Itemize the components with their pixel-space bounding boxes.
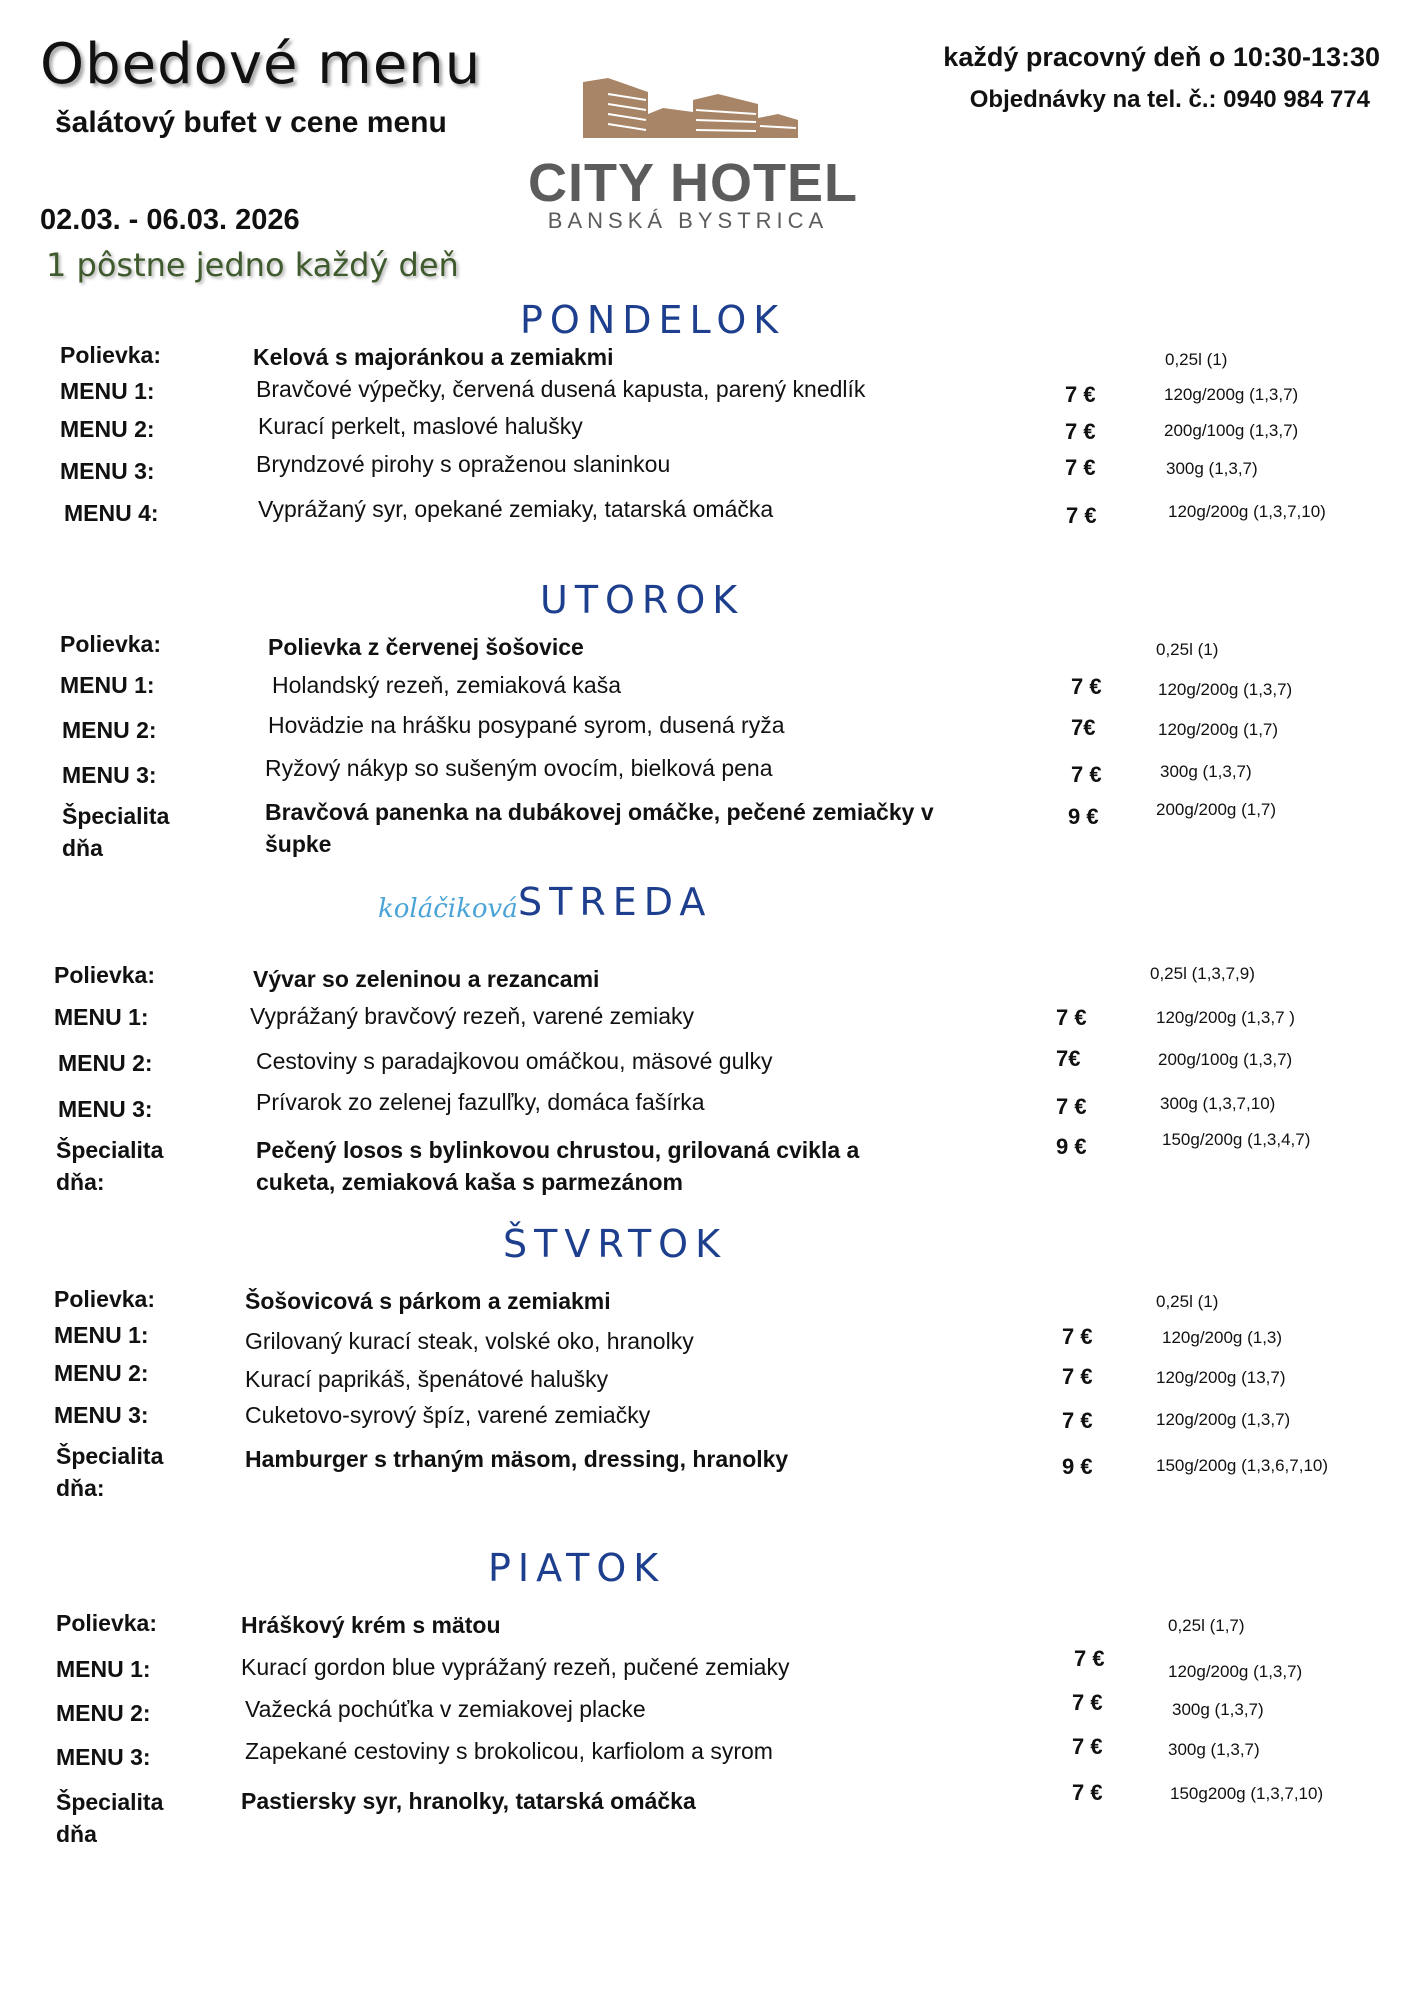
dish-weight: 300g (1,3,7)	[1168, 1740, 1260, 1759]
row-label: MENU 2:	[62, 717, 157, 743]
dish-weight: 120g/200g (1,3,7)	[1158, 680, 1293, 699]
dish-price: 9 €	[1068, 804, 1099, 829]
dish-weight: 300g (1,3,7)	[1160, 762, 1252, 781]
dish-price: 7 €	[1065, 382, 1096, 407]
dish-name: Vývar so zeleninou a rezancami	[253, 966, 600, 992]
row-label: MENU 1:	[56, 1656, 151, 1682]
dish-name: Prívarok zo zelenej fazulľky, domáca fašírka	[256, 1089, 705, 1115]
dish-name: Vyprážaný bravčový rezeň, varené zemiaky	[250, 1003, 695, 1029]
row-label: MENU 2:	[54, 1360, 149, 1386]
dish-name: Hovädzie na hrášku posypané syrom, dusená ryža	[268, 712, 785, 738]
row-label: MENU 3:	[54, 1402, 149, 1428]
dish-name: Šošovicová s párkom a zemiakmi	[245, 1288, 611, 1314]
dish-price: 7 €	[1065, 455, 1096, 480]
dish-weight: 120g/200g (1,3,7)	[1156, 1410, 1291, 1429]
dish-price: 7 €	[1074, 1646, 1105, 1671]
dish-weight: 120g/200g (1,3,7,10)	[1168, 502, 1326, 521]
row-label: MENU 1:	[60, 378, 155, 404]
dish-name: Važecká pochúťka v zemiakovej placke	[245, 1696, 646, 1722]
dish-price: 7 €	[1062, 1324, 1093, 1349]
dish-price: 7 €	[1072, 1690, 1103, 1715]
dish-weight: 120g/200g (13,7)	[1156, 1368, 1286, 1387]
day-heading-tuesday: UTOROK	[540, 578, 745, 622]
dish-price: 7 €	[1072, 1780, 1103, 1805]
dish-weight: 300g (1,3,7,10)	[1160, 1094, 1276, 1113]
dish-name: Kurací perkelt, maslové halušky	[258, 413, 583, 439]
dish-name: Hráškový krém s mätou	[241, 1612, 501, 1638]
row-label: MENU 3:	[62, 762, 157, 788]
row-label: MENU 3:	[60, 458, 155, 484]
row-label: MENU 2:	[60, 416, 155, 442]
dish-price: 7€	[1071, 715, 1096, 740]
row-label: MENU 3:	[56, 1744, 151, 1770]
logo-text: CITY HOTEL	[528, 153, 859, 213]
dish-weight: 200g/100g (1,3,7)	[1164, 421, 1299, 440]
building-icon	[528, 74, 848, 154]
dish-name: Cestoviny s paradajkovou omáčkou, mäsové gulky	[256, 1048, 773, 1074]
dish-price: 7 €	[1066, 503, 1097, 528]
order-phone: Objednávky na tel. č.: 0940 984 774	[969, 86, 1370, 113]
dish-name: Holandský rezeň, zemiaková kaša	[272, 672, 621, 698]
dish-name: Bryndzové pirohy s opraženou slaninkou	[256, 451, 671, 477]
dish-weight: 120g/200g (1,7)	[1158, 720, 1279, 739]
row-label: MENU 1:	[54, 1322, 149, 1348]
date-range: 02.03. - 06.03. 2026	[40, 204, 300, 236]
day-heading-monday: PONDELOK	[520, 298, 786, 342]
day-heading-friday: PIATOK	[488, 1546, 666, 1590]
dish-weight: 0,25l (1)	[1156, 640, 1219, 659]
dish-name: Ryžový nákyp so sušeným ovocím, bielková pena	[265, 755, 773, 781]
dish-name: Polievka z červenej šošovice	[268, 634, 584, 660]
row-label: MENU 2:	[56, 1700, 151, 1726]
dish-price: 7 €	[1062, 1408, 1093, 1433]
dish-price: 9 €	[1062, 1454, 1093, 1479]
dish-name: Bravčová panenka na dubákovej omáčke, pečené zemiačky v šupke	[265, 799, 934, 857]
page-subtitle: šalátový bufet v cene menu	[55, 106, 447, 139]
row-label: Polievka:	[60, 342, 161, 368]
row-label: Polievka:	[54, 1286, 155, 1312]
dish-price: 7€	[1056, 1046, 1081, 1071]
dish-name: Hamburger s trhaným mäsom, dressing, hranolky	[245, 1446, 789, 1472]
row-label: MENU 2:	[58, 1050, 153, 1076]
dish-price: 7 €	[1071, 762, 1102, 787]
dish-name: Kurací gordon blue vyprážaný rezeň, pučené zemiaky	[241, 1654, 790, 1680]
dish-name: Vyprážaný syr, opekané zemiaky, tatarská omáčka	[258, 496, 774, 522]
dish-weight: 150g/200g (1,3,4,7)	[1162, 1130, 1311, 1149]
day-heading-thursday: ŠTVRTOK	[503, 1222, 728, 1266]
row-label: Špecialita dňa	[62, 803, 170, 861]
dish-price: 7 €	[1056, 1005, 1087, 1030]
opening-hours: každý pracovný deň o 10:30-13:30	[943, 42, 1380, 72]
day-heading-wednesday: STREDA	[518, 880, 713, 924]
dish-weight: 120g/200g (1,3,7 )	[1156, 1008, 1295, 1027]
dish-name: Kelová s majoránkou a zemiakmi	[253, 344, 614, 370]
dish-price: 7 €	[1071, 674, 1102, 699]
row-label: MENU 1:	[60, 672, 155, 698]
row-label: Polievka:	[54, 962, 155, 988]
dish-weight: 0,25l (1,7)	[1168, 1616, 1245, 1635]
dish-weight: 0,25l (1,3,7,9)	[1150, 964, 1255, 983]
dish-price: 7 €	[1062, 1364, 1093, 1389]
dish-weight: 0,25l (1)	[1165, 350, 1228, 369]
row-label: MENU 3:	[58, 1096, 153, 1122]
row-label: Špecialita dňa:	[56, 1443, 164, 1501]
dish-weight: 0,25l (1)	[1156, 1292, 1219, 1311]
logo-location: BANSKÁ BYSTRICA	[547, 208, 829, 233]
dish-weight: 200g/200g (1,7)	[1156, 800, 1277, 819]
row-label: MENU 1:	[54, 1004, 149, 1030]
dish-name: Kurací paprikáš, špenátové halušky	[245, 1366, 609, 1392]
dish-weight: 300g (1,3,7)	[1172, 1700, 1264, 1719]
dish-name: Bravčové výpečky, červená dusená kapusta, parený knedlík	[256, 376, 866, 402]
day-prefix: koláčiková	[378, 894, 518, 924]
row-label: Špecialita dňa:	[56, 1137, 164, 1195]
dish-weight: 120g/200g (1,3)	[1162, 1328, 1283, 1347]
dish-weight: 200g/100g (1,3,7)	[1158, 1050, 1293, 1069]
dish-price: 7 €	[1065, 419, 1096, 444]
dish-name: Pastiersky syr, hranolky, tatarská omáčka	[241, 1788, 696, 1814]
dish-price: 7 €	[1056, 1094, 1087, 1119]
hotel-logo	[528, 74, 859, 236]
dish-name: Pečený losos s bylinkovou chrustou, grilovaná cvikla a cuketa, zemiaková kaša s parmezánom	[256, 1137, 860, 1195]
dish-weight: 150g/200g (1,3,6,7,10)	[1156, 1456, 1329, 1475]
dish-weight: 300g (1,3,7)	[1166, 459, 1258, 478]
dish-weight: 150g200g (1,3,7,10)	[1170, 1784, 1324, 1803]
dish-price: 9 €	[1056, 1134, 1087, 1159]
row-label: Polievka:	[60, 631, 161, 657]
dish-name: Zapekané cestoviny s brokolicou, karfiolom a syrom	[245, 1738, 773, 1764]
row-label: Polievka:	[56, 1610, 157, 1636]
dish-weight: 120g/200g (1,3,7)	[1168, 1662, 1303, 1681]
dish-name: Grilovaný kurací steak, volské oko, hranolky	[245, 1328, 694, 1354]
dish-price: 7 €	[1072, 1734, 1103, 1759]
dish-weight: 120g/200g (1,3,7)	[1164, 385, 1299, 404]
row-label: Špecialita dňa	[56, 1789, 164, 1847]
row-label: MENU 4:	[64, 500, 159, 526]
page-title: Obedové menu	[40, 32, 482, 97]
dish-name: Cuketovo-syrový špíz, varené zemiačky	[245, 1402, 651, 1428]
fasting-note: 1 pôstne jedno každý deň	[46, 246, 459, 284]
